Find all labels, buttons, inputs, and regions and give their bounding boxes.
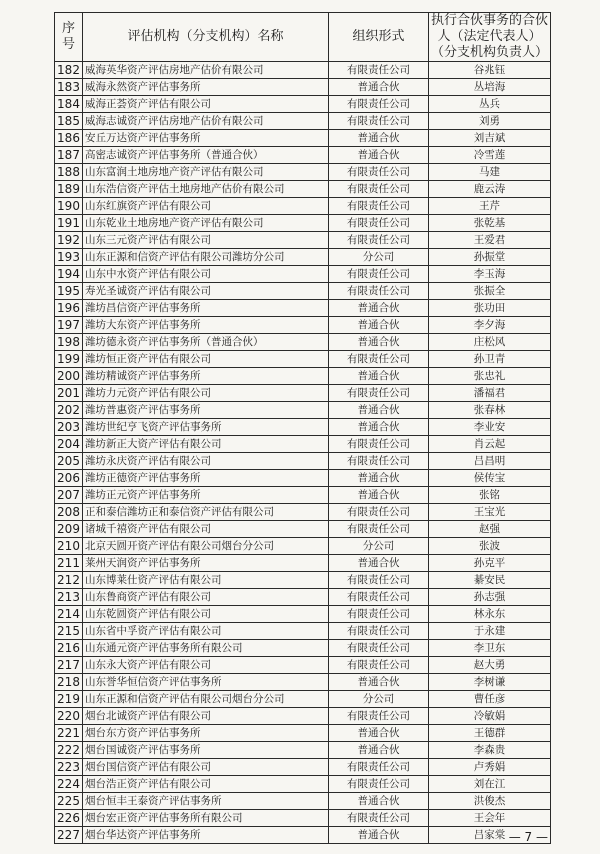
table-row [55, 657, 551, 674]
cell-person: 潘福君 [429, 385, 551, 402]
cell-person: 马建 [429, 164, 551, 181]
cell-name: 安丘万达资产评估事务所 [83, 130, 329, 147]
cell-num: 219 [55, 691, 83, 708]
cell-form: 有限责任公司 [329, 589, 429, 606]
cell-person: 张功田 [429, 300, 551, 317]
cell-form: 普通合伙 [329, 470, 429, 487]
cell-num: 210 [55, 538, 83, 555]
cell-form: 有限责任公司 [329, 759, 429, 776]
cell-name: 烟台北诚资产评估有限公司 [83, 708, 329, 725]
cell-num: 195 [55, 283, 83, 300]
cell-num: 194 [55, 266, 83, 283]
cell-person: 庄松风 [429, 334, 551, 351]
cell-num: 221 [55, 725, 83, 742]
header-person: 执行合伙事务的合伙人（法定代表人）（分支机构负责人） [429, 13, 551, 62]
table-row [55, 708, 551, 725]
cell-num: 220 [55, 708, 83, 725]
cell-name: 潍坊永庆资产评估有限公司 [83, 453, 329, 470]
cell-name: 潍坊力元资产评估有限公司 [83, 385, 329, 402]
cell-form: 有限责任公司 [329, 504, 429, 521]
cell-num: 207 [55, 487, 83, 504]
cell-form: 普通合伙 [329, 79, 429, 96]
cell-form: 有限责任公司 [329, 640, 429, 657]
table-row [55, 215, 551, 232]
table-row [55, 249, 551, 266]
cell-form: 分公司 [329, 538, 429, 555]
cell-num: 203 [55, 419, 83, 436]
cell-name: 潍坊世纪亨飞资产评估事务所 [83, 419, 329, 436]
table-row [55, 810, 551, 827]
cell-form: 分公司 [329, 249, 429, 266]
cell-num: 191 [55, 215, 83, 232]
cell-person: 丛培海 [429, 79, 551, 96]
cell-person: 冷雪莲 [429, 147, 551, 164]
cell-name: 山东中水资产评估有限公司 [83, 266, 329, 283]
cell-form: 普通合伙 [329, 334, 429, 351]
cell-form: 有限责任公司 [329, 436, 429, 453]
cell-form: 分公司 [329, 691, 429, 708]
cell-name: 潍坊正元资产评估事务所 [83, 487, 329, 504]
cell-person: 王爱君 [429, 232, 551, 249]
table-row [55, 419, 551, 436]
cell-person: 赵强 [429, 521, 551, 538]
cell-form: 有限责任公司 [329, 96, 429, 113]
cell-num: 186 [55, 130, 83, 147]
cell-form: 有限责任公司 [329, 351, 429, 368]
table-row [55, 436, 551, 453]
cell-num: 198 [55, 334, 83, 351]
cell-num: 225 [55, 793, 83, 810]
cell-form: 普通合伙 [329, 419, 429, 436]
table-row [55, 266, 551, 283]
cell-num: 193 [55, 249, 83, 266]
table-row [55, 691, 551, 708]
table-row [55, 674, 551, 691]
cell-name: 山东博莱仕资产评估有限公司 [83, 572, 329, 589]
cell-name: 山东誉华恒信资产评估事务所 [83, 674, 329, 691]
cell-form: 普通合伙 [329, 368, 429, 385]
table-row [55, 623, 551, 640]
table-row [55, 776, 551, 793]
table-row [55, 606, 551, 623]
table-row [55, 555, 551, 572]
table-header-row [55, 13, 551, 62]
table-row [55, 521, 551, 538]
cell-num: 206 [55, 470, 83, 487]
cell-name: 山东乾圆资产评估有限公司 [83, 606, 329, 623]
cell-name: 山东富润土地房地产资产评估有限公司 [83, 164, 329, 181]
cell-form: 有限责任公司 [329, 385, 429, 402]
cell-num: 218 [55, 674, 83, 691]
table-row [55, 487, 551, 504]
cell-name: 高密志诚资产评估事务所（普通合伙） [83, 147, 329, 164]
cell-name: 威海正荟资产评估有限公司 [83, 96, 329, 113]
cell-num: 196 [55, 300, 83, 317]
cell-form: 有限责任公司 [329, 623, 429, 640]
cell-name: 寿光圣诚资产评估有限公司 [83, 283, 329, 300]
cell-num: 215 [55, 623, 83, 640]
cell-form: 有限责任公司 [329, 215, 429, 232]
cell-person: 刘吉斌 [429, 130, 551, 147]
cell-num: 216 [55, 640, 83, 657]
cell-form: 普通合伙 [329, 487, 429, 504]
cell-num: 222 [55, 742, 83, 759]
cell-num: 211 [55, 555, 83, 572]
registry-table [54, 12, 551, 844]
cell-person: 张春林 [429, 402, 551, 419]
cell-num: 189 [55, 181, 83, 198]
cell-name: 威海永然资产评估事务所 [83, 79, 329, 96]
cell-num: 227 [55, 827, 83, 844]
table-row [55, 402, 551, 419]
cell-person: 张乾基 [429, 215, 551, 232]
cell-name: 北京天圆开资产评估有限公司烟台分公司 [83, 538, 329, 555]
cell-name: 烟台东方资产评估事务所 [83, 725, 329, 742]
cell-person: 冷敏娟 [429, 708, 551, 725]
cell-num: 213 [55, 589, 83, 606]
cell-form: 有限责任公司 [329, 62, 429, 79]
table-row [55, 130, 551, 147]
cell-name: 山东浩信资产评估土地房地产估价有限公司 [83, 181, 329, 198]
cell-name: 潍坊德永资产评估事务所（普通合伙） [83, 334, 329, 351]
cell-person: 孙克平 [429, 555, 551, 572]
cell-person: 洪俊杰 [429, 793, 551, 810]
cell-person: 卢秀娟 [429, 759, 551, 776]
cell-form: 有限责任公司 [329, 606, 429, 623]
cell-num: 223 [55, 759, 83, 776]
header-name: 评估机构（分支机构）名称 [83, 13, 329, 62]
cell-person: 林永东 [429, 606, 551, 623]
cell-name: 潍坊精诚资产评估事务所 [83, 368, 329, 385]
cell-form: 有限责任公司 [329, 181, 429, 198]
cell-name: 山东正源和信资产评估有限公司潍坊分公司 [83, 249, 329, 266]
cell-name: 烟台华达资产评估事务所 [83, 827, 329, 844]
cell-name: 烟台恒丰王泰资产评估事务所 [83, 793, 329, 810]
table-row [55, 113, 551, 130]
cell-form: 有限责任公司 [329, 572, 429, 589]
cell-person: 张振全 [429, 283, 551, 300]
cell-num: 209 [55, 521, 83, 538]
cell-num: 202 [55, 402, 83, 419]
cell-name: 威海志诚资产评估房地产估价有限公司 [83, 113, 329, 130]
table-row [55, 725, 551, 742]
header-num: 序号 [55, 13, 83, 62]
cell-num: 214 [55, 606, 83, 623]
cell-name: 莱州天润资产评估事务所 [83, 555, 329, 572]
cell-form: 普通合伙 [329, 300, 429, 317]
cell-num: 197 [55, 317, 83, 334]
cell-person: 李森贵 [429, 742, 551, 759]
cell-form: 有限责任公司 [329, 198, 429, 215]
cell-form: 普通合伙 [329, 674, 429, 691]
cell-name: 潍坊正德资产评估事务所 [83, 470, 329, 487]
table-row [55, 198, 551, 215]
cell-person: 曹任彦 [429, 691, 551, 708]
cell-num: 224 [55, 776, 83, 793]
cell-name: 正和泰信潍坊正和泰信资产评估有限公司 [83, 504, 329, 521]
cell-form: 有限责任公司 [329, 708, 429, 725]
table-row [55, 538, 551, 555]
cell-form: 有限责任公司 [329, 657, 429, 674]
cell-name: 烟台浩正资产评估有限公司 [83, 776, 329, 793]
cell-person: 肖云起 [429, 436, 551, 453]
cell-person: 赵大勇 [429, 657, 551, 674]
cell-num: 185 [55, 113, 83, 130]
cell-person: 侯传宝 [429, 470, 551, 487]
table-row [55, 742, 551, 759]
page-number: — 7 — [508, 830, 548, 844]
cell-person: 孙志强 [429, 589, 551, 606]
table-row [55, 79, 551, 96]
cell-person: 李卫东 [429, 640, 551, 657]
cell-name: 潍坊恒正资产评估有限公司 [83, 351, 329, 368]
cell-num: 200 [55, 368, 83, 385]
cell-person: 刘勇 [429, 113, 551, 130]
cell-name: 潍坊普惠资产评估事务所 [83, 402, 329, 419]
table-row [55, 96, 551, 113]
cell-num: 187 [55, 147, 83, 164]
cell-person: 张铭 [429, 487, 551, 504]
cell-person: 綦安民 [429, 572, 551, 589]
cell-name: 潍坊大东资产评估事务所 [83, 317, 329, 334]
cell-form: 普通合伙 [329, 130, 429, 147]
table-row [55, 232, 551, 249]
cell-name: 山东省中孚资产评估有限公司 [83, 623, 329, 640]
cell-person: 孙振堂 [429, 249, 551, 266]
cell-form: 有限责任公司 [329, 453, 429, 470]
cell-num: 217 [55, 657, 83, 674]
cell-name: 山东红旗资产评估有限公司 [83, 198, 329, 215]
cell-form: 有限责任公司 [329, 521, 429, 538]
table-row [55, 385, 551, 402]
cell-form: 有限责任公司 [329, 164, 429, 181]
cell-person: 孙卫青 [429, 351, 551, 368]
table-row [55, 572, 551, 589]
cell-person: 王会年 [429, 810, 551, 827]
cell-person: 刘在江 [429, 776, 551, 793]
table-row [55, 317, 551, 334]
cell-form: 有限责任公司 [329, 266, 429, 283]
cell-name: 山东通元资产评估事务所有限公司 [83, 640, 329, 657]
cell-person: 李业安 [429, 419, 551, 436]
registry-table-container [54, 12, 550, 844]
table-row [55, 759, 551, 776]
cell-name: 山东正源和信资产评估有限公司烟台分公司 [83, 691, 329, 708]
cell-person: 王宝光 [429, 504, 551, 521]
cell-form: 普通合伙 [329, 725, 429, 742]
table-row [55, 300, 551, 317]
cell-person: 王芹 [429, 198, 551, 215]
cell-person: 李玉海 [429, 266, 551, 283]
table-row [55, 62, 551, 79]
cell-num: 212 [55, 572, 83, 589]
table-body [55, 62, 551, 844]
cell-person: 王德群 [429, 725, 551, 742]
table-row [55, 368, 551, 385]
table-row [55, 283, 551, 300]
cell-form: 有限责任公司 [329, 810, 429, 827]
cell-num: 190 [55, 198, 83, 215]
table-row [55, 147, 551, 164]
cell-person: 丛兵 [429, 96, 551, 113]
cell-form: 普通合伙 [329, 827, 429, 844]
cell-name: 烟台宏正资产评估事务所有限公司 [83, 810, 329, 827]
cell-person: 吕昌明 [429, 453, 551, 470]
cell-name: 山东永大资产评估有限公司 [83, 657, 329, 674]
cell-form: 普通合伙 [329, 793, 429, 810]
cell-person: 张忠礼 [429, 368, 551, 385]
cell-person: 李树谦 [429, 674, 551, 691]
cell-num: 199 [55, 351, 83, 368]
table-row [55, 181, 551, 198]
cell-name: 威海英华资产评估房地产估价有限公司 [83, 62, 329, 79]
cell-name: 诸城千禧资产评估有限公司 [83, 521, 329, 538]
table-row [55, 334, 551, 351]
cell-name: 山东三元资产评估有限公司 [83, 232, 329, 249]
cell-form: 普通合伙 [329, 555, 429, 572]
cell-form: 有限责任公司 [329, 232, 429, 249]
cell-form: 普通合伙 [329, 742, 429, 759]
table-row [55, 164, 551, 181]
cell-form: 有限责任公司 [329, 776, 429, 793]
cell-person: 吕家棠 [429, 827, 551, 844]
cell-num: 184 [55, 96, 83, 113]
cell-num: 205 [55, 453, 83, 470]
cell-form: 有限责任公司 [329, 113, 429, 130]
cell-num: 188 [55, 164, 83, 181]
cell-name: 山东鲁商资产评估有限公司 [83, 589, 329, 606]
cell-person: 李夕海 [429, 317, 551, 334]
cell-form: 普通合伙 [329, 317, 429, 334]
cell-num: 183 [55, 79, 83, 96]
table-row [55, 504, 551, 521]
cell-num: 182 [55, 62, 83, 79]
cell-num: 204 [55, 436, 83, 453]
cell-num: 192 [55, 232, 83, 249]
cell-person: 鹿云涛 [429, 181, 551, 198]
cell-name: 烟台国信资产评估有限公司 [83, 759, 329, 776]
cell-form: 普通合伙 [329, 402, 429, 419]
table-row [55, 793, 551, 810]
table-row [55, 470, 551, 487]
cell-name: 山东乾业土地房地产资产评估有限公司 [83, 215, 329, 232]
table-row [55, 453, 551, 470]
cell-num: 208 [55, 504, 83, 521]
header-form: 组织形式 [329, 13, 429, 62]
cell-person: 张波 [429, 538, 551, 555]
cell-num: 226 [55, 810, 83, 827]
cell-name: 潍坊新正大资产评估有限公司 [83, 436, 329, 453]
cell-num: 201 [55, 385, 83, 402]
cell-form: 有限责任公司 [329, 283, 429, 300]
cell-name: 烟台国诚资产评估事务所 [83, 742, 329, 759]
cell-person: 谷兆钰 [429, 62, 551, 79]
cell-form: 普通合伙 [329, 147, 429, 164]
table-row [55, 589, 551, 606]
cell-name: 潍坊昌信资产评估事务所 [83, 300, 329, 317]
cell-person: 于永建 [429, 623, 551, 640]
table-row [55, 640, 551, 657]
table-row [55, 351, 551, 368]
